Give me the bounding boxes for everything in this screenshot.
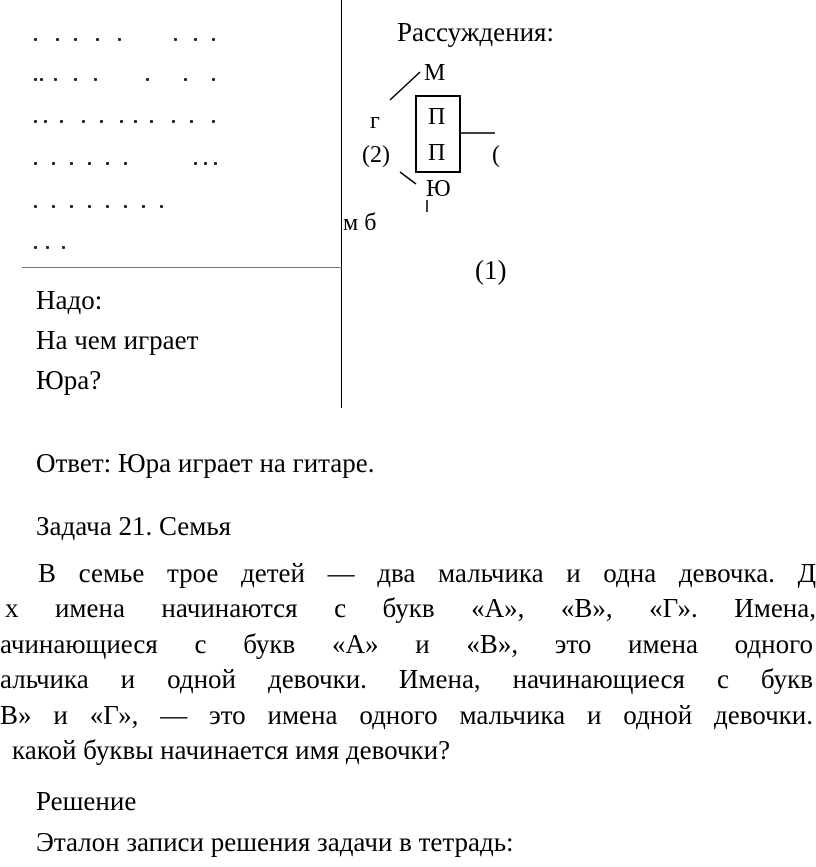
faded-dot xyxy=(212,78,215,81)
faded-dot xyxy=(172,120,175,123)
faded-dot xyxy=(204,162,207,165)
faded-dot xyxy=(70,205,73,208)
faded-dot xyxy=(150,120,153,123)
faded-dot xyxy=(96,38,99,41)
diagram-box-row1: П xyxy=(428,104,446,130)
faded-dot xyxy=(142,205,145,208)
question-line-1: На чем играет xyxy=(36,325,199,355)
answer-text: Ответ: Юра играет на гитаре. xyxy=(36,448,375,478)
faded-dot xyxy=(124,162,127,165)
reasoning-heading: Рассуждения: xyxy=(397,17,554,47)
column-divider-horizontal xyxy=(22,267,342,268)
diagram-box-row2: П xyxy=(428,140,446,166)
diagram-below-label: м б xyxy=(343,210,377,236)
faded-dot xyxy=(44,120,47,123)
faded-dot xyxy=(184,78,187,81)
diagram-bottom-label: Ю xyxy=(426,176,451,202)
faded-dot xyxy=(120,120,123,123)
faded-dot xyxy=(34,246,37,249)
faded-dot xyxy=(214,162,217,165)
faded-dot xyxy=(212,38,215,41)
faded-dot xyxy=(88,162,91,165)
task-line-5: В» и «Г», — это имена одного мальчика и одной девочки. xyxy=(0,700,813,730)
faded-dot xyxy=(34,78,37,81)
diagram-left-label: г xyxy=(370,108,380,134)
faded-dot xyxy=(34,162,37,165)
faded-dot xyxy=(74,38,77,41)
faded-dot xyxy=(82,120,85,123)
faded-dot xyxy=(46,246,49,249)
diagram-right-mark: ( xyxy=(492,142,500,168)
faded-dot xyxy=(106,162,109,165)
solution-label: Решение xyxy=(36,786,137,816)
faded-dot xyxy=(88,205,91,208)
faded-dot xyxy=(94,78,97,81)
column-divider-vertical xyxy=(341,0,342,408)
diagram-left-number: (2) xyxy=(362,142,390,168)
task-line-2: х имена начинаются с букв «А», «В», «Г». Имена, xyxy=(5,593,816,623)
faded-dot xyxy=(52,205,55,208)
task-line-6: какой буквы начинается имя девочки? xyxy=(12,735,451,765)
faded-dot xyxy=(106,205,109,208)
faded-dot xyxy=(174,38,177,41)
task-title: Задача 21. Семья xyxy=(36,511,232,541)
faded-dot xyxy=(60,120,63,123)
faded-dot xyxy=(100,120,103,123)
reasoning-diagram xyxy=(350,60,520,220)
task-line-3: ачинающиеся с букв «А» и «В», это имена одного xyxy=(0,629,813,659)
faded-dot xyxy=(212,120,215,123)
faded-dot xyxy=(194,38,197,41)
faded-dot xyxy=(40,78,43,81)
faded-dot xyxy=(160,205,163,208)
task-line-1: В семье трое детей — два мальчика и одна девочка. Д xyxy=(38,558,816,588)
task-line-4: альчика и одной девочки. Имена, начинающиеся с букв xyxy=(0,664,813,694)
faded-dot xyxy=(74,78,77,81)
diagram-top-label: М xyxy=(424,60,446,86)
faded-dot xyxy=(134,120,137,123)
faded-dot xyxy=(194,162,197,165)
faded-dot xyxy=(34,205,37,208)
faded-dot xyxy=(54,78,57,81)
faded-dot xyxy=(118,38,121,41)
faded-dot xyxy=(62,246,65,249)
faded-dot xyxy=(56,38,59,41)
faded-dot xyxy=(146,78,149,81)
faded-dot xyxy=(70,162,73,165)
question-line-2: Юра? xyxy=(36,365,102,395)
diagram-number-below: (1) xyxy=(475,255,507,285)
faded-dot xyxy=(190,120,193,123)
faded-dot xyxy=(34,120,37,123)
sample-record-label: Эталон записи решения задачи в тетрадь: xyxy=(36,827,514,857)
faded-dot xyxy=(34,38,37,41)
faded-text-dots xyxy=(34,30,334,265)
faded-dot xyxy=(52,162,55,165)
need-label: Надо: xyxy=(36,285,103,315)
faded-dot xyxy=(124,205,127,208)
